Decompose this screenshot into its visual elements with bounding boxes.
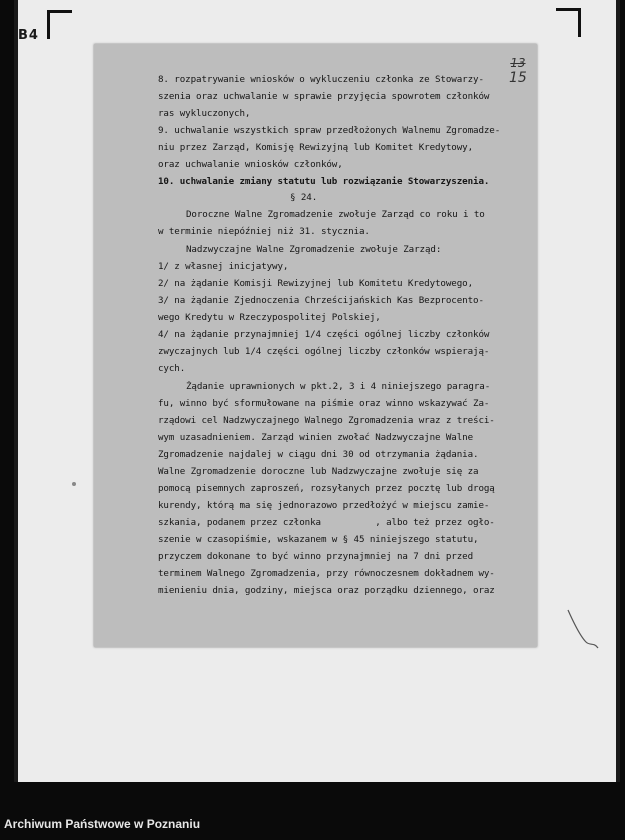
archive-credit: Archiwum Państwowe w Poznaniu: [4, 817, 201, 831]
footer-bar: [0, 782, 625, 840]
struck-page-number: 13: [510, 56, 526, 70]
text-line: 10. uchwalanie zmiany statutu lub rozwiązanie Stowarzyszenia.: [158, 176, 490, 187]
text-line: wym uzasadnieniem. Zarząd winien zwołać Nadzwyczajne Walne: [158, 432, 474, 443]
text-line: szenie w czasopiśmie, wskazanem w § 45 niniejszego statutu,: [158, 534, 479, 545]
text-line: Walne Zgromadzenie doroczne lub Nadzwyczajne zwołuje się za: [158, 466, 479, 477]
text-line: Doroczne Walne Zgromadzenie zwołuje Zarząd co roku i to: [186, 209, 485, 220]
text-line: szkania, podanem przez członka , albo też przez ogło-: [158, 517, 495, 528]
text-line: 4/ na żądanie przynajmniej 1/4 części ogólnej liczby członków: [158, 329, 490, 340]
text-line: zwyczajnych lub 1/4 części ogólnej liczby członków wspierają-: [158, 346, 490, 357]
handwritten-page-number: [509, 56, 527, 86]
film-speck: [72, 482, 76, 486]
pencil-hook-mark: [566, 608, 600, 652]
text-line: przyczem dokonane to być winno przynajmniej na 7 dni przed: [158, 551, 474, 562]
text-line: Nadzwyczajne Walne Zgromadzenie zwołuje Zarząd:: [186, 244, 442, 255]
text-line: 8. rozpatrywanie wniosków o wykluczeniu członka ze Stowarzy-: [158, 74, 484, 85]
document-page: [94, 44, 537, 647]
text-line: Żądanie uprawnionych w pkt.2, 3 i 4 niniejszego paragra-: [186, 381, 491, 392]
text-line: terminem Walnego Zgromadzenia, przy równoczesnem dokładnem wy-: [158, 568, 495, 579]
text-line: szenia oraz uchwalanie w sprawie przyjęcia spowrotem członków: [158, 91, 490, 102]
text-line: 3/ na żądanie Zjednoczenia Chrześcijańskich Kas Bezprocento-: [158, 295, 484, 306]
text-line: kurendy, którą ma się jednorazowo przedłożyć w miejscu zamie-: [158, 500, 490, 511]
text-line: 2/ na żądanie Komisji Rewizyjnej lub Komitetu Kredytowego,: [158, 278, 474, 289]
text-line: Zgromadzenie najdalej w ciągu dni 30 od otrzymania żądania.: [158, 449, 479, 460]
text-line: cych.: [158, 363, 186, 374]
text-line: niu przez Zarząd, Komisję Rewizyjną lub Komitet Kredytowy,: [158, 142, 474, 153]
text-line: pomocą pisemnych zaproszeń, rozsyłanych przez pocztę lub drogą: [158, 483, 495, 494]
text-line: fu, winno być sformułowane na piśmie oraz winno wskazywać Za-: [158, 398, 490, 409]
text-line: 1/ z własnej inicjatywy,: [158, 261, 289, 272]
text-line: 9. uchwalanie wszystkich spraw przedłożonych Walnemu Zgromadze-: [158, 125, 501, 136]
text-line: oraz uchwalanie wniosków członków,: [158, 159, 343, 170]
frame-corner-mark-right: [556, 8, 581, 37]
current-page-number: 15: [509, 70, 527, 86]
text-line: ras wykluczonych,: [158, 108, 251, 119]
text-line: wego Kredytu w Rzeczypospolitej Polskiej,: [158, 312, 381, 323]
section-heading: § 24.: [290, 192, 318, 203]
text-line: mienieniu dnia, godziny, miejsca oraz porządku dziennego, oraz: [158, 585, 495, 596]
plate-label: B4: [18, 28, 39, 43]
text-line: w terminie niepóźniej niż 31. stycznia.: [158, 226, 370, 237]
frame-corner-mark-left: [47, 10, 72, 39]
text-line: rządowi cel Nadzwyczajnego Walnego Zgromadzenia wraz z treści-: [158, 415, 495, 426]
